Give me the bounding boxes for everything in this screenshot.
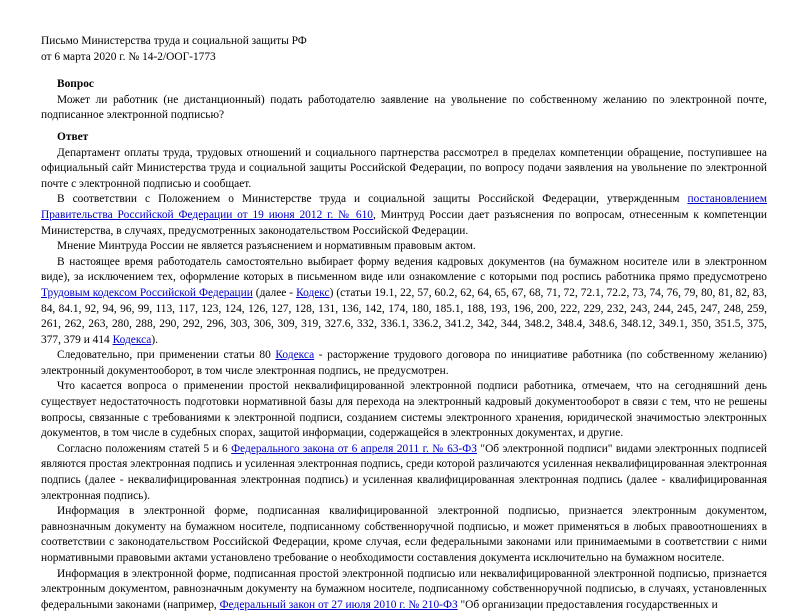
answer-paragraph-9 [41, 567, 767, 613]
text-run: ) (статьи 19.1, 22, 57, 60.2, 62, 64, 65, 67, 68, 71, 72, 72.1, 72.2, 73, 74, 76, 79, 80, 81, 82, 83, 84, 84.1, 92, 94, 96, 99, 113, 117, 123, 124, 126, 127, 128, 131, 136, 142, 174, 180, 185.1, 188, 193, 196, 200, 222, 229, 232, 243, 244, 245, 247, 248, 259, 261, 262, 263, 280, 288, 290, 292, 296, 303, 306, 309, 319, 327.6, 332, 336.1, 336.2, 341.2, 342, 344, 348.2, 348.4, 348.6, 348.12, 349.1, 350, 351.5, 375, 377, 379 и 414 [41, 286, 767, 346]
answer-paragraph-7 [41, 442, 767, 504]
code-link[interactable]: Кодекс [296, 286, 330, 299]
text-run: , Минтруд России дает разъяснения по вопросам, отнесенным к компетенции Министерства, в случаях, предусмотренных законодательством Российской Федерации. [41, 208, 768, 237]
answer-heading: Ответ [57, 130, 89, 143]
answer-paragraph-3: Мнение Минтруда России не является разъяснением и нормативным правовым актом. [57, 240, 476, 253]
text-run: Следовательно, при применении статьи 80 [57, 349, 276, 362]
government-decree-link[interactable]: постановлением Правительства Российской Федерации от 19 июня 2012 г. № 610 [41, 193, 767, 221]
text-run: - расторжение трудового договора по инициативе работника (по собственному желанию) электронный документооборот, в том числе электронная подпись, не предусмотрен. [41, 349, 767, 377]
code-link[interactable]: Кодекса [112, 333, 152, 346]
text-run: Информация в электронной форме, подписанная простой электронной подписью или неквалифицированной электронной подписью, признается электронным документом, равнозначным документу на бумажном носителе, подписанному собственноручной подписью, в случаях, установленных федеральными законами (например, [41, 567, 767, 611]
federal-law-63-link[interactable]: Федерального закона от 6 апреля 2011 г. № 63-ФЗ [231, 442, 477, 455]
answer-paragraph-6: Что касается вопроса о применении простой неквалифицированной электронной подписи работника, отмечаем, что на сегодняшний день существует недостаточность подготовки нормативной базы для перехода на электронный кадровый документооборот в связи с тем, что не решены вопросы, связанные с требованиями к электронной подписи, созданием системы электронного хранения, юридической значимостью электронных документов, в том числе в судебных спорах, защитой информации, содержащейся в электронных документах, и другие. [41, 380, 767, 440]
text-run: ). [151, 333, 158, 346]
text-run: "Об электронной подписи" видами электронных подписей являются простая электронная подпись и усиленная электронная подпись, среди которой различаются усиленная неквалифицированная электронная подпись (далее - неквалифицированная электронная подпись) и усиленная квалифицированная электронная подпись (далее - квалифицированная электронная подпись). [41, 442, 767, 502]
letter-title: Письмо Министерства труда и социальной защиты РФ [41, 35, 307, 47]
question-text: Может ли работник (не дистанционный) подать работодателю заявление на увольнение по собственному желанию по электронной почте, подписанное электронной подписью? [41, 93, 767, 122]
answer-paragraph-5 [41, 348, 767, 379]
text-run: Согласно положениям статей 5 и 6 [57, 442, 232, 455]
text-run: "Об организации предоставления государственных и [457, 598, 718, 611]
answer-paragraph-8: Информация в электронной форме, подписанная квалифицированной электронной подписью, признается электронным документом, равнозначным документу на бумажном носителе, подписанному собственноручной подписью, и может применяться в любых правоотношениях в соответствии с законодательством Российской Федерации, кроме случая, если федеральными законами или принимаемыми в соответствии с ними нормативными правовыми актами установлено требование о необходимости составления документа исключительно на бумажном носителе. [41, 505, 767, 564]
answer-paragraph-2 [41, 192, 767, 239]
document-page [41, 34, 767, 613]
code-link[interactable]: Кодекса [275, 349, 315, 362]
labor-code-link[interactable]: Трудовым кодексом Российской Федерации [41, 286, 253, 299]
text-run: (далее - [252, 286, 297, 299]
letter-date-number: от 6 марта 2020 г. № 14-2/ООГ-1773 [41, 50, 216, 63]
answer-paragraph-4 [41, 255, 767, 349]
document-header [41, 34, 767, 65]
text-run: В настоящее время работодатель самостоятельно выбирает форму ведения кадровых документов (на бумажном носителе или в электронном виде), за исключением тех, оформление которых в письменном виде или ознакомление с которыми под роспись работника прямо предусмотрено [41, 255, 767, 284]
federal-law-210-link[interactable]: Федеральный закон от 27 июля 2010 г. № 210-ФЗ [219, 598, 458, 611]
text-run: В соответствии с Положением о Министерстве труда и социальной защиты Российской Федерации, утвержденным [57, 193, 688, 206]
answer-paragraph-1: Департамент оплаты труда, трудовых отношений и социального партнерства рассмотрел в пределах компетенции обращение, поступившее на официальный сайт Министерства труда и социальной защиты Российской Федерации, по вопросу подачи заявления на увольнение по электронной почте с электронной подписью и сообщает. [41, 146, 767, 190]
question-heading: Вопрос [57, 78, 94, 91]
